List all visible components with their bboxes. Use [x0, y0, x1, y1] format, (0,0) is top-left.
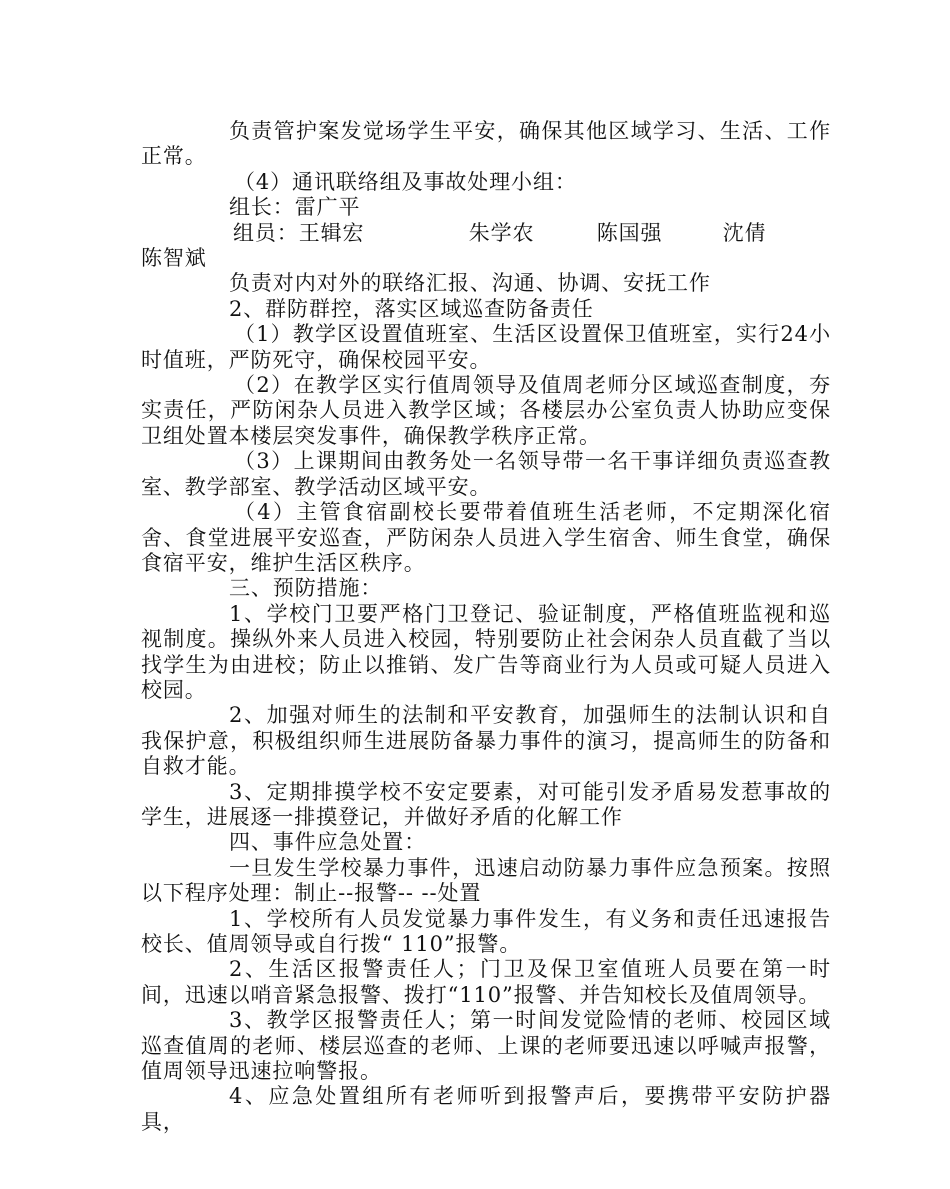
member-name: 陈国强: [596, 220, 663, 245]
members-label: 组员：: [233, 220, 299, 245]
paragraph: （4）主管食宿副校长要带着值班生活老师，不定期深化宿舍、食堂进展平安巡查，严防闲杂人员进入学生宿舍、师生食堂，确保食宿平安，维护生活区秩序。: [141, 500, 831, 575]
section-heading: 三、预防措施：: [229, 576, 383, 601]
paragraph: 3、定期排摸学校不安定要素，对可能引发矛盾易发惹事故的学生，进展逐一排摸登记，并做好矛盾的化解工作: [141, 779, 831, 829]
member-name: 朱学农: [468, 220, 535, 245]
paragraph: （2）在教学区实行值周领导及值周老师分区域巡查制度，夯实责任，严防闲杂人员进入教学区域；各楼层办公室负责人协助应变保卫组处置本楼层突发事件，确保教学秩序正常。: [141, 373, 831, 448]
member-name-wrapped: 陈智斌: [141, 246, 207, 271]
group-leader: 组长：雷广平: [229, 195, 361, 220]
group-members: [141, 221, 831, 246]
paragraph: 4、应急处置组所有老师听到报警声后，要携带平安防护器具，: [141, 1084, 831, 1134]
member-name: 王辑宏: [298, 220, 365, 245]
paragraph: 负责管护案发觉场学生平安，确保其他区域学习、生活、工作正常。: [141, 119, 831, 169]
group-heading: （4）通讯联络组及事故处理小组：: [234, 169, 577, 194]
paragraph: 1、学校所有人员发觉暴力事件发生，有义务和责任迅速报告校长、值周领导或自行拨“ 110”报警。: [141, 906, 831, 956]
paragraph: 2、加强对师生的法制和平安教育，加强师生的法制认识和自我保护意，积极组织师生进展防备暴力事件的演习，提高师生的防备和自救才能。: [141, 703, 831, 779]
paragraph: （1）教学区设置值班室、生活区设置保卫值班室，实行24小时值班，严防死守，确保校园平安。: [141, 322, 831, 372]
document-body: [141, 119, 831, 1135]
paragraph: 负责对内对外的联络汇报、沟通、协调、安抚工作: [229, 271, 711, 296]
paragraph: 一旦发生学校暴力事件，迅速启动防暴力事件应急预案。按照以下程序处理：制止--报警-- --处置: [141, 855, 831, 906]
paragraph: （3）上课期间由教务处一名领导带一名干事详细负责巡查教室、教学部室、教学活动区域平安。: [141, 449, 831, 499]
paragraph: 3、教学区报警责任人；第一时间发觉险情的老师、校园区域巡查值周的老师、楼层巡查的老师、上课的老师要迅速以呼喊声报警，值周领导迅速拉响警报。: [141, 1008, 831, 1084]
member-name: 沈倩: [722, 220, 767, 245]
section-heading: 2、群防群控，落实区域巡查防备责任: [229, 296, 594, 321]
section-heading: 四、事件应急处置：: [229, 830, 427, 855]
paragraph: 2、生活区报警责任人；门卫及保卫室值班人员要在第一时间，迅速以哨音紧急报警、拨打“110”报警、并告知校长及值周领导。: [141, 957, 831, 1007]
paragraph: 1、学校门卫要严格门卫登记、验证制度，严格值班监视和巡视制度。操纵外来人员进入校园，特别要防止社会闲杂人员直截了当以找学生为由进校；防止以推销、发广告等商业行为人员或可疑人员进入校园。: [141, 601, 831, 702]
